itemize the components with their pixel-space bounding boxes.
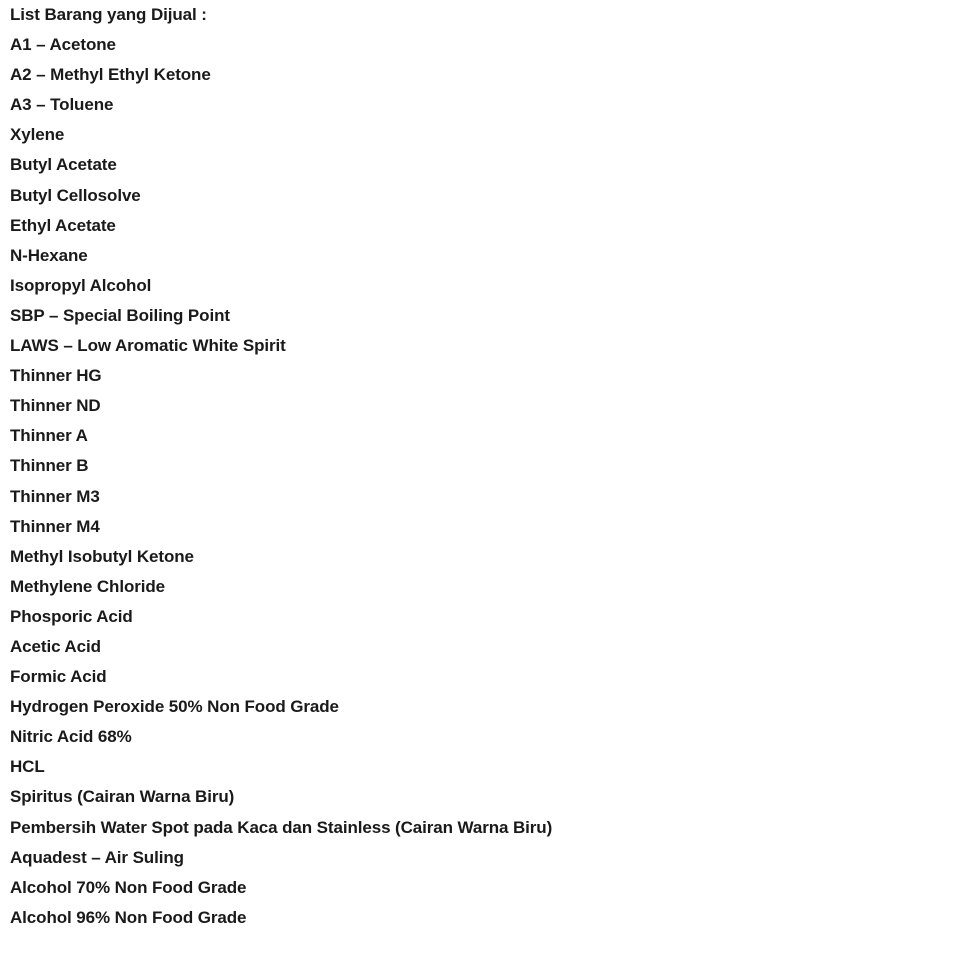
- list-item: Thinner B: [10, 456, 89, 476]
- list-item: A1 – Acetone: [10, 35, 116, 55]
- list-item: Methylene Chloride: [10, 576, 166, 596]
- list-item: Thinner ND: [10, 396, 101, 416]
- product-list: [10, 30, 968, 933]
- list-item: SBP – Special Boiling Point: [10, 305, 230, 325]
- list-item: Thinner A: [10, 426, 88, 446]
- list-item: Methyl Isobutyl Ketone: [10, 546, 194, 566]
- list-item: Thinner M4: [10, 516, 100, 536]
- list-item: Aquadest – Air Suling: [10, 847, 184, 867]
- list-item: N-Hexane: [10, 245, 88, 265]
- list-item: Ethyl Acetate: [10, 215, 116, 235]
- list-item: Formic Acid: [10, 667, 107, 687]
- list-item: Butyl Cellosolve: [10, 185, 141, 205]
- list-item: Spiritus (Cairan Warna Biru): [10, 787, 235, 807]
- list-item: Alcohol 70% Non Food Grade: [10, 877, 247, 897]
- list-item: Phosporic Acid: [10, 606, 133, 626]
- list-item: Isopropyl Alcohol: [10, 275, 152, 295]
- list-item: A3 – Toluene: [10, 95, 114, 115]
- list-item: Acetic Acid: [10, 636, 101, 656]
- list-item: LAWS – Low Aromatic White Spirit: [10, 336, 286, 356]
- list-title: List Barang yang Dijual :: [10, 5, 207, 24]
- list-item: Xylene: [10, 125, 65, 145]
- list-item: HCL: [10, 757, 45, 777]
- list-item: Thinner HG: [10, 366, 102, 386]
- list-item: Butyl Acetate: [10, 155, 117, 175]
- list-item: Thinner M3: [10, 486, 100, 506]
- list-item: Pembersih Water Spot pada Kaca dan Stainless (Cairan Warna Biru): [10, 817, 553, 837]
- list-item: Hydrogen Peroxide 50% Non Food Grade: [10, 697, 339, 717]
- list-item: Nitric Acid 68%: [10, 727, 132, 747]
- list-item: A2 – Methyl Ethyl Ketone: [10, 65, 211, 85]
- list-item: Alcohol 96% Non Food Grade: [10, 907, 247, 927]
